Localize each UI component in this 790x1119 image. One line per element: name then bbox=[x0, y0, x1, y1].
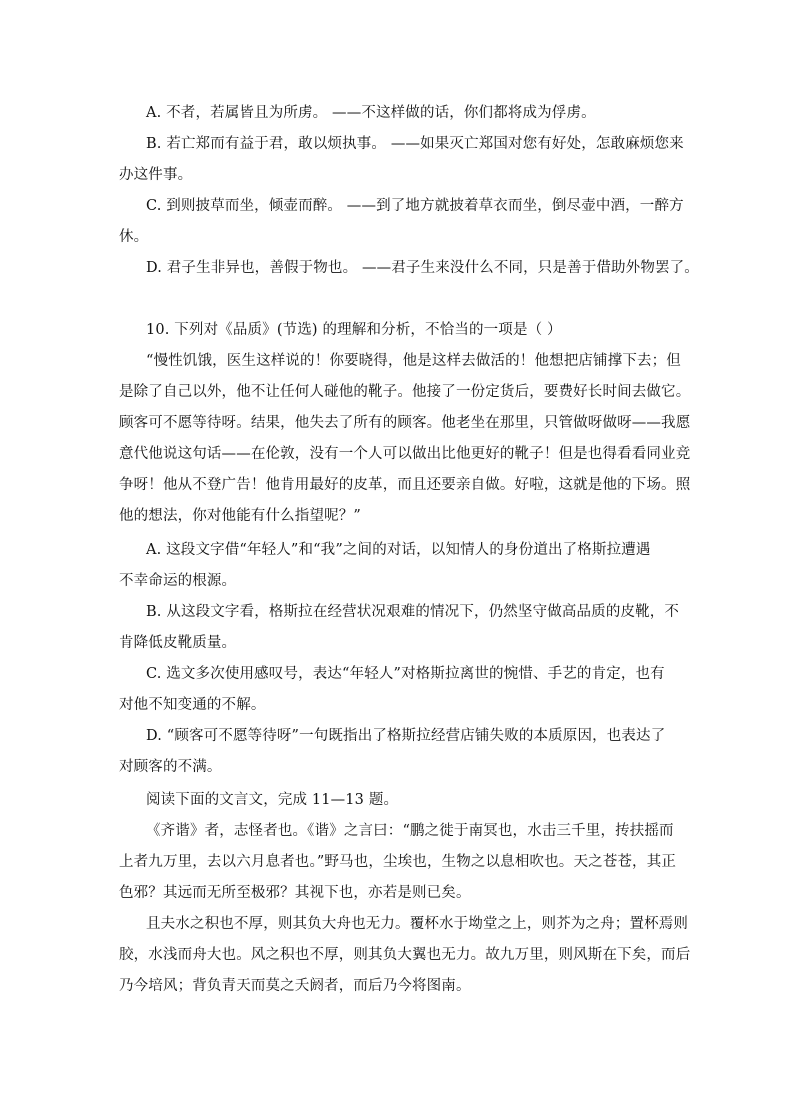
q10-passage-line: 他的想法，你对他能有什么指望呢？” bbox=[119, 508, 361, 524]
q10-passage-line: 顾客可不愿等待呀。结果，他失去了所有的顾客。他老坐在那里，只管做呀做呀——我愿 bbox=[119, 415, 691, 431]
classical-paragraph-line: 色邪？其远而无所至极邪？其视下也，亦若是则已矣。 bbox=[119, 885, 471, 901]
q10-option-d-continued: 对顾客的不满。 bbox=[119, 759, 222, 775]
classical-paragraph-line: 且夫水之积也不厚，则其负大舟也无力。覆杯水于坳堂之上，则芥为之舟；置杯焉则 bbox=[146, 916, 689, 932]
q10-option-b: B. 从这段文字看，格斯拉在经营状况艰难的情况下，仍然坚守做高品质的皮靴，不 bbox=[146, 604, 680, 620]
q9-option-b-continued: 办这件事。 bbox=[119, 167, 193, 183]
q10-option-b-continued: 肯降低皮靴质量。 bbox=[119, 635, 237, 651]
classical-paragraph-line: 乃今培风；背负青天而莫之夭阏者，而后乃今将图南。 bbox=[119, 978, 471, 994]
classical-paragraph-line: 胶，水浅而舟大也。风之积也不厚，则其负大翼也无力。故九万里，则风斯在下矣，而后 bbox=[119, 947, 691, 963]
classical-paragraph-line: 《齐谐》者，志怪者也。《谐》之言曰：“鹏之徙于南冥也，水击三千里，抟扶摇而 bbox=[146, 823, 674, 839]
q9-option-b: B. 若亡郑而有益于君，敢以烦执事。 ——如果灭亡郑国对您有好处，怎敢麻烦您来 bbox=[146, 136, 684, 152]
q9-option-d: D. 君子生非异也，善假于物也。 ——君子生来没什么不同，只是善于借助外物罢了。 bbox=[146, 260, 699, 276]
q9-option-c: C. 到则披草而坐，倾壶而醉。 ——到了地方就披着草衣而坐，倒尽壶中酒，一醉方 bbox=[146, 198, 684, 214]
q10-option-d: D. “顾客可不愿等待呀”一句既指出了格斯拉经营店铺失败的本质原因，也表达了 bbox=[146, 728, 666, 744]
q10-option-c: C. 选文多次使用感叹号，表达“年轻人”对格斯拉离世的惋惜、手艺的肯定，也有 bbox=[146, 666, 665, 682]
q10-passage-line: 意代他说这句话——在伦敦，没有一个人可以做出比他更好的靴子！但是也得看看同业竞 bbox=[119, 446, 691, 462]
section-intro: 阅读下面的文言文，完成 11—13 题。 bbox=[146, 792, 399, 808]
q9-option-c-continued: 休。 bbox=[119, 229, 149, 245]
q10-option-a-continued: 不幸命运的根源。 bbox=[119, 573, 237, 589]
q10-passage-line: 是除了自己以外，他不让任何人碰他的靴子。他接了一份定货后，要费好长时间去做它。 bbox=[119, 384, 691, 400]
q10-option-a: A. 这段文字借“年轻人”和“我”之间的对话，以知情人的身份道出了格斯拉遭遇 bbox=[146, 542, 651, 558]
q10-passage-line: “慢性饥饿，医生这样说的！你要晓得，他是这样去做活的！他想把店铺撑下去；但 bbox=[146, 353, 681, 369]
classical-paragraph-line: 上者九万里，去以六月息者也。”野马也，尘埃也，生物之以息相吹也。天之苍苍，其正 bbox=[119, 854, 677, 870]
q9-option-a: A. 不者，若属皆且为所虏。 ——不这样做的话，你们都将成为俘虏。 bbox=[146, 105, 596, 121]
q10-option-c-continued: 对他不知变通的不解。 bbox=[119, 697, 266, 713]
q10-prompt: 10. 下列对《品质》(节选) 的理解和分析，不恰当的一项是（ ） bbox=[146, 322, 562, 338]
q10-passage-line: 争呀！他从不登广告！他肯用最好的皮革，而且还要亲自做。好啦，这就是他的下场。照 bbox=[119, 477, 691, 493]
